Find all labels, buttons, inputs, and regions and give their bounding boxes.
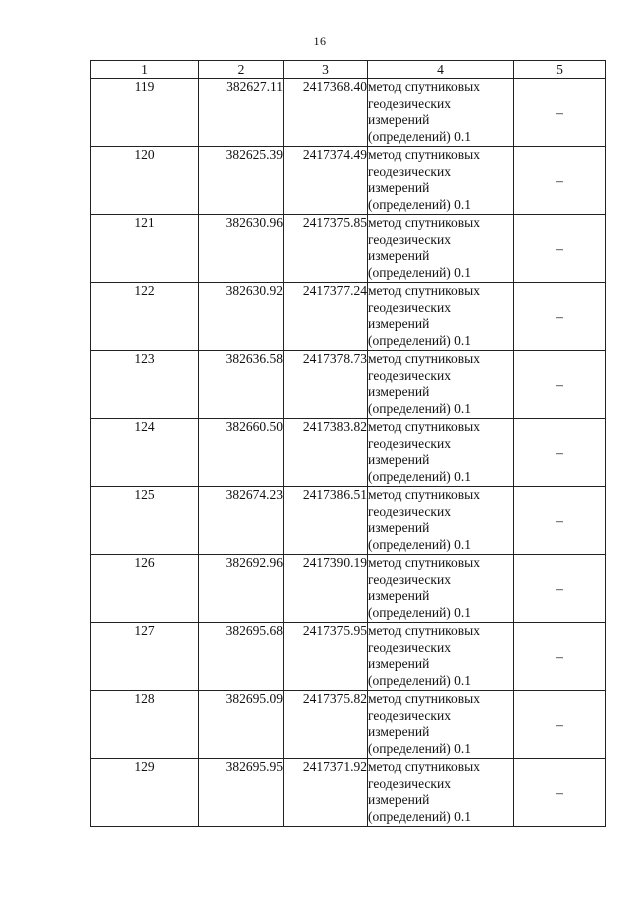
table-body <box>91 79 606 827</box>
method-line-1: метод спутниковых <box>368 691 480 706</box>
method-line-3: измерений <box>368 520 430 536</box>
method-line-3: измерений <box>368 588 430 604</box>
description-cell: – <box>514 691 606 759</box>
point-number: 127 <box>91 623 199 691</box>
method-line-3: измерений <box>368 792 430 808</box>
column-header-5: 5 <box>514 61 606 79</box>
page-number: 16 <box>313 34 327 48</box>
coordinate-x: 382630.92 <box>199 283 284 351</box>
method-cell <box>368 555 514 623</box>
method-line-4: (определений) 0.1 <box>368 196 472 212</box>
method-cell <box>368 487 514 555</box>
coordinate-x: 382695.09 <box>199 691 284 759</box>
method-cell <box>368 79 514 147</box>
method-line-2: геодезических <box>368 231 451 247</box>
coordinate-x: 382627.11 <box>199 79 284 147</box>
method-line-1: метод спутниковых <box>368 215 480 230</box>
method-line-4: (определений) 0.1 <box>368 672 472 688</box>
method-line-4: (определений) 0.1 <box>368 808 472 824</box>
method-line-2: геодезических <box>368 707 451 723</box>
coordinate-x: 382660.50 <box>199 419 284 487</box>
method-cell <box>368 283 514 351</box>
table-row <box>91 759 606 827</box>
method-line-2: геодезических <box>368 503 451 519</box>
method-line-1: метод спутниковых <box>368 487 480 502</box>
method-line-2: геодезических <box>368 95 451 111</box>
method-line-1: метод спутниковых <box>368 283 480 298</box>
method-line-3: измерений <box>368 180 430 196</box>
description-cell: – <box>514 487 606 555</box>
description-cell: – <box>514 555 606 623</box>
coordinate-y: 2417383.82 <box>284 419 368 487</box>
method-line-2: геодезических <box>368 639 451 655</box>
table-row <box>91 147 606 215</box>
table-row <box>91 691 606 759</box>
method-line-4: (определений) 0.1 <box>368 332 472 348</box>
method-line-3: измерений <box>368 248 430 264</box>
coordinate-y: 2417390.19 <box>284 555 368 623</box>
point-number: 123 <box>91 351 199 419</box>
column-header-3: 3 <box>284 61 368 79</box>
coordinate-y: 2417375.82 <box>284 691 368 759</box>
method-line-1: метод спутниковых <box>368 351 480 366</box>
method-line-4: (определений) 0.1 <box>368 468 472 484</box>
method-cell <box>368 759 514 827</box>
coordinate-y: 2417377.24 <box>284 283 368 351</box>
description-cell: – <box>514 419 606 487</box>
method-line-3: измерений <box>368 724 430 740</box>
coordinate-y: 2417371.92 <box>284 759 368 827</box>
method-line-3: измерений <box>368 112 430 128</box>
description-cell: – <box>514 215 606 283</box>
method-line-1: метод спутниковых <box>368 623 480 638</box>
method-line-1: метод спутниковых <box>368 419 480 434</box>
method-line-4: (определений) 0.1 <box>368 740 472 756</box>
coordinate-y: 2417368.40 <box>284 79 368 147</box>
method-line-2: геодезических <box>368 571 451 587</box>
method-line-4: (определений) 0.1 <box>368 264 472 280</box>
table-row <box>91 79 606 147</box>
coordinate-x: 382695.68 <box>199 623 284 691</box>
method-line-2: геодезических <box>368 299 451 315</box>
column-header-1: 1 <box>91 61 199 79</box>
method-line-1: метод спутниковых <box>368 147 480 162</box>
coordinate-y: 2417386.51 <box>284 487 368 555</box>
method-line-2: геодезических <box>368 435 451 451</box>
point-number: 120 <box>91 147 199 215</box>
coordinate-y: 2417375.95 <box>284 623 368 691</box>
method-line-1: метод спутниковых <box>368 759 480 774</box>
column-header-4: 4 <box>368 61 514 79</box>
coordinate-x: 382630.96 <box>199 215 284 283</box>
coordinate-x: 382692.96 <box>199 555 284 623</box>
coordinate-x: 382695.95 <box>199 759 284 827</box>
method-cell <box>368 147 514 215</box>
description-cell: – <box>514 283 606 351</box>
table-row <box>91 283 606 351</box>
coordinate-y: 2417374.49 <box>284 147 368 215</box>
point-number: 121 <box>91 215 199 283</box>
header-row <box>91 61 606 79</box>
method-line-1: метод спутниковых <box>368 79 480 94</box>
description-cell: – <box>514 759 606 827</box>
coordinate-y: 2417375.85 <box>284 215 368 283</box>
description-cell: – <box>514 623 606 691</box>
table-row <box>91 623 606 691</box>
point-number: 124 <box>91 419 199 487</box>
method-line-2: геодезических <box>368 367 451 383</box>
method-line-4: (определений) 0.1 <box>368 604 472 620</box>
point-number: 122 <box>91 283 199 351</box>
method-line-1: метод спутниковых <box>368 555 480 570</box>
description-cell: – <box>514 79 606 147</box>
method-cell <box>368 215 514 283</box>
method-line-2: геодезических <box>368 163 451 179</box>
point-number: 128 <box>91 691 199 759</box>
method-cell <box>368 419 514 487</box>
table-header <box>91 61 606 79</box>
method-line-4: (определений) 0.1 <box>368 128 472 144</box>
table-row <box>91 215 606 283</box>
method-line-3: измерений <box>368 452 430 468</box>
method-line-4: (определений) 0.1 <box>368 536 472 552</box>
point-number: 119 <box>91 79 199 147</box>
method-line-4: (определений) 0.1 <box>368 400 472 416</box>
point-number: 125 <box>91 487 199 555</box>
table-row <box>91 351 606 419</box>
method-line-2: геодезических <box>368 775 451 791</box>
method-cell <box>368 623 514 691</box>
method-cell <box>368 351 514 419</box>
table-row <box>91 419 606 487</box>
description-cell: – <box>514 147 606 215</box>
coordinates-table <box>90 60 606 827</box>
coordinate-x: 382636.58 <box>199 351 284 419</box>
point-number: 126 <box>91 555 199 623</box>
method-line-3: измерений <box>368 384 430 400</box>
table-row <box>91 555 606 623</box>
coordinate-y: 2417378.73 <box>284 351 368 419</box>
point-number: 129 <box>91 759 199 827</box>
coordinate-x: 382625.39 <box>199 147 284 215</box>
column-header-2: 2 <box>199 61 284 79</box>
method-line-3: измерений <box>368 316 430 332</box>
method-line-3: измерений <box>368 656 430 672</box>
method-cell <box>368 691 514 759</box>
description-cell: – <box>514 351 606 419</box>
table-row <box>91 487 606 555</box>
coordinate-x: 382674.23 <box>199 487 284 555</box>
